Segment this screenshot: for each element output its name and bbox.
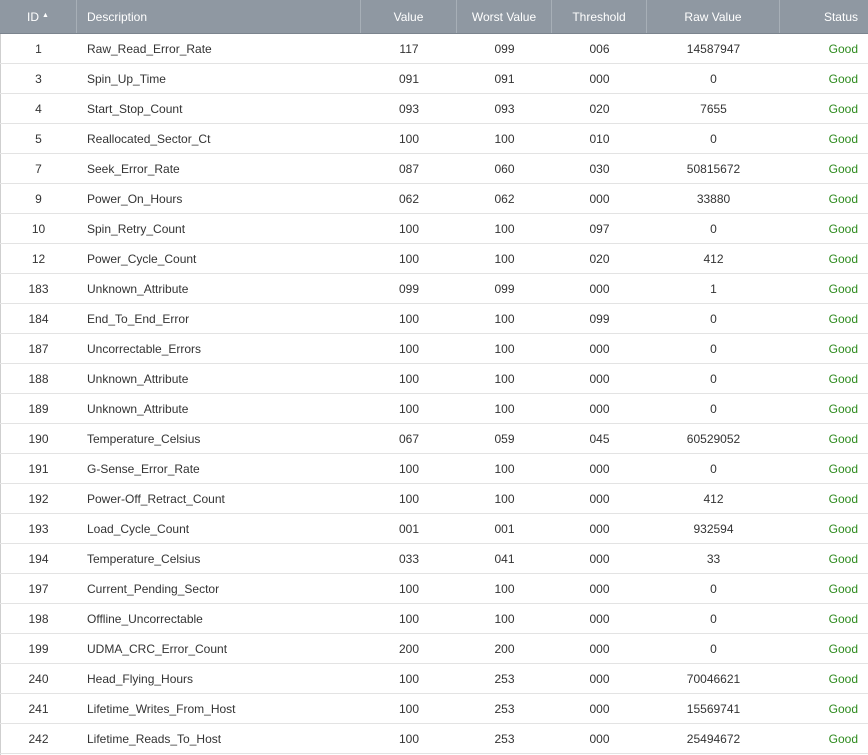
cell-id: 1 bbox=[35, 41, 42, 56]
cell-worst-value: 100 bbox=[494, 221, 515, 236]
cell-threshold: 030 bbox=[589, 161, 610, 176]
cell-description: Unknown_Attribute bbox=[87, 401, 189, 416]
cell-raw-value: 412 bbox=[703, 251, 724, 266]
cell-status: Good bbox=[828, 71, 858, 86]
table-row[interactable] bbox=[0, 304, 868, 334]
cell-id: 184 bbox=[28, 311, 49, 326]
cell-raw-value: 7655 bbox=[700, 101, 727, 116]
cell-description: Load_Cycle_Count bbox=[87, 521, 190, 536]
table-row[interactable] bbox=[0, 334, 868, 364]
cell-description: Temperature_Celsius bbox=[87, 431, 201, 446]
cell-worst-value: 093 bbox=[494, 101, 515, 116]
cell-worst-value: 253 bbox=[494, 731, 515, 746]
cell-id: 194 bbox=[28, 551, 49, 566]
cell-raw-value: 0 bbox=[710, 131, 717, 146]
cell-threshold: 000 bbox=[589, 581, 610, 596]
cell-threshold: 000 bbox=[589, 401, 610, 416]
cell-threshold: 000 bbox=[589, 461, 610, 476]
cell-worst-value: 100 bbox=[494, 311, 515, 326]
cell-worst-value: 200 bbox=[494, 641, 515, 656]
cell-description: Offline_Uncorrectable bbox=[87, 611, 203, 626]
table-row[interactable] bbox=[0, 664, 868, 694]
cell-value: 100 bbox=[398, 251, 420, 266]
table-row[interactable] bbox=[0, 64, 868, 94]
cell-id: 191 bbox=[28, 461, 49, 476]
cell-id: 7 bbox=[35, 161, 42, 176]
cell-raw-value: 14587947 bbox=[686, 41, 741, 56]
cell-raw-value: 0 bbox=[710, 371, 717, 386]
cell-status: Good bbox=[828, 161, 858, 176]
cell-description: End_To_End_Error bbox=[87, 311, 190, 326]
cell-value: 100 bbox=[398, 371, 420, 386]
cell-status: Good bbox=[828, 491, 858, 506]
cell-raw-value: 0 bbox=[710, 341, 717, 356]
cell-worst-value: 062 bbox=[494, 191, 515, 206]
cell-value: 117 bbox=[399, 41, 419, 56]
table-header bbox=[0, 0, 868, 34]
cell-value: 100 bbox=[398, 611, 420, 626]
cell-threshold: 000 bbox=[589, 641, 610, 656]
cell-description: Head_Flying_Hours bbox=[87, 671, 194, 686]
cell-raw-value: 50815672 bbox=[686, 161, 741, 176]
cell-id: 197 bbox=[28, 581, 49, 596]
cell-status: Good bbox=[828, 461, 858, 476]
cell-value: 100 bbox=[398, 671, 420, 686]
cell-status: Good bbox=[828, 641, 858, 656]
cell-threshold: 020 bbox=[589, 101, 610, 116]
cell-threshold: 010 bbox=[589, 131, 610, 146]
cell-threshold: 000 bbox=[589, 491, 610, 506]
cell-id: 187 bbox=[28, 341, 49, 356]
cell-description: Current_Pending_Sector bbox=[87, 581, 220, 596]
cell-value: 100 bbox=[398, 491, 420, 506]
cell-id: 198 bbox=[28, 611, 49, 626]
cell-threshold: 097 bbox=[589, 221, 610, 236]
cell-description: Spin_Up_Time bbox=[87, 71, 166, 86]
cell-id: 183 bbox=[28, 281, 49, 296]
cell-status: Good bbox=[828, 191, 858, 206]
column-header-threshold-label: Threshold bbox=[572, 9, 626, 24]
cell-status: Good bbox=[828, 701, 858, 716]
cell-worst-value: 059 bbox=[494, 431, 515, 446]
cell-threshold: 000 bbox=[589, 701, 610, 716]
cell-worst-value: 253 bbox=[494, 671, 515, 686]
cell-value: 100 bbox=[398, 461, 420, 476]
column-header-id-label: ID bbox=[27, 9, 40, 24]
cell-status: Good bbox=[828, 521, 858, 536]
cell-status: Good bbox=[828, 671, 858, 686]
cell-worst-value: 099 bbox=[494, 41, 515, 56]
cell-id: 10 bbox=[31, 221, 46, 236]
cell-id: 189 bbox=[28, 401, 49, 416]
cell-threshold: 000 bbox=[589, 671, 610, 686]
cell-value: 062 bbox=[398, 191, 420, 206]
cell-id: 240 bbox=[28, 671, 49, 686]
cell-status: Good bbox=[828, 371, 858, 386]
column-header-threshold[interactable] bbox=[552, 0, 647, 33]
cell-value: 100 bbox=[398, 341, 420, 356]
cell-value: 100 bbox=[398, 131, 420, 146]
cell-worst-value: 099 bbox=[494, 281, 515, 296]
cell-id: 242 bbox=[28, 731, 49, 746]
cell-status: Good bbox=[828, 221, 858, 236]
cell-value: 100 bbox=[398, 701, 420, 716]
cell-worst-value: 041 bbox=[494, 551, 515, 566]
cell-id: 192 bbox=[28, 491, 49, 506]
cell-threshold: 000 bbox=[589, 551, 610, 566]
cell-raw-value: 0 bbox=[710, 641, 717, 656]
cell-id: 188 bbox=[28, 371, 49, 386]
cell-threshold: 000 bbox=[589, 71, 610, 86]
cell-value: 033 bbox=[398, 551, 420, 566]
cell-worst-value: 100 bbox=[494, 401, 515, 416]
cell-value: 100 bbox=[398, 581, 420, 596]
cell-description: Temperature_Celsius bbox=[87, 551, 201, 566]
cell-id: 190 bbox=[28, 431, 49, 446]
cell-description: Spin_Retry_Count bbox=[87, 221, 186, 236]
table-row[interactable] bbox=[0, 34, 868, 64]
cell-status: Good bbox=[828, 131, 858, 146]
table-row[interactable] bbox=[0, 454, 868, 484]
cell-worst-value: 091 bbox=[494, 71, 515, 86]
cell-id: 12 bbox=[31, 251, 46, 266]
cell-raw-value: 0 bbox=[710, 611, 717, 626]
table-row[interactable] bbox=[0, 574, 868, 604]
table-row[interactable] bbox=[0, 634, 868, 664]
cell-threshold: 099 bbox=[589, 311, 610, 326]
table-row[interactable] bbox=[0, 364, 868, 394]
table-row[interactable] bbox=[0, 244, 868, 274]
cell-threshold: 006 bbox=[589, 41, 610, 56]
cell-worst-value: 253 bbox=[494, 701, 515, 716]
cell-value: 100 bbox=[398, 221, 420, 236]
cell-threshold: 000 bbox=[589, 521, 610, 536]
cell-threshold: 045 bbox=[589, 431, 610, 446]
column-header-status-label: Status bbox=[823, 9, 858, 24]
cell-status: Good bbox=[828, 101, 858, 116]
cell-status: Good bbox=[828, 611, 858, 626]
cell-description: Lifetime_Reads_To_Host bbox=[87, 731, 222, 746]
table-row[interactable] bbox=[0, 484, 868, 514]
cell-value: 091 bbox=[398, 71, 420, 86]
column-header-value[interactable] bbox=[361, 0, 457, 33]
cell-threshold: 000 bbox=[589, 731, 610, 746]
cell-description: Reallocated_Sector_Ct bbox=[87, 131, 211, 146]
column-header-worst-value-label: Worst Value bbox=[471, 9, 537, 24]
cell-threshold: 000 bbox=[589, 341, 610, 356]
sort-ascending-icon: ▲ bbox=[42, 12, 49, 19]
cell-description: Power_Cycle_Count bbox=[87, 251, 197, 266]
cell-id: 3 bbox=[35, 71, 42, 86]
cell-threshold: 000 bbox=[589, 611, 610, 626]
cell-value: 100 bbox=[398, 311, 420, 326]
cell-value: 099 bbox=[398, 281, 420, 296]
column-header-status[interactable] bbox=[780, 0, 868, 33]
cell-raw-value: 932594 bbox=[693, 521, 734, 536]
cell-description: G-Sense_Error_Rate bbox=[87, 461, 200, 476]
cell-threshold: 020 bbox=[589, 251, 610, 266]
cell-description: Unknown_Attribute bbox=[87, 281, 189, 296]
cell-id: 9 bbox=[35, 191, 42, 206]
cell-id: 4 bbox=[35, 101, 42, 116]
cell-status: Good bbox=[828, 341, 858, 356]
cell-worst-value: 100 bbox=[494, 131, 515, 146]
cell-description: Lifetime_Writes_From_Host bbox=[87, 701, 236, 716]
cell-value: 001 bbox=[398, 521, 420, 536]
cell-threshold: 000 bbox=[589, 191, 610, 206]
cell-worst-value: 100 bbox=[494, 611, 515, 626]
column-header-raw-value[interactable] bbox=[647, 0, 780, 33]
cell-raw-value: 25494672 bbox=[686, 731, 741, 746]
cell-worst-value: 100 bbox=[494, 491, 515, 506]
table-row[interactable] bbox=[0, 94, 868, 124]
cell-value: 087 bbox=[398, 161, 420, 176]
cell-value: 200 bbox=[398, 641, 420, 656]
cell-id: 5 bbox=[35, 131, 42, 146]
table-row[interactable] bbox=[0, 274, 868, 304]
cell-id: 241 bbox=[28, 701, 49, 716]
cell-status: Good bbox=[828, 311, 858, 326]
cell-description: Power_On_Hours bbox=[87, 191, 183, 206]
cell-worst-value: 060 bbox=[494, 161, 515, 176]
cell-worst-value: 100 bbox=[494, 371, 515, 386]
table-row[interactable] bbox=[0, 544, 868, 574]
cell-raw-value: 412 bbox=[703, 491, 724, 506]
table-row[interactable] bbox=[0, 694, 868, 724]
cell-raw-value: 33880 bbox=[696, 191, 731, 206]
cell-id: 193 bbox=[28, 521, 49, 536]
cell-description: Unknown_Attribute bbox=[87, 371, 189, 386]
cell-description: Uncorrectable_Errors bbox=[87, 341, 202, 356]
cell-raw-value: 0 bbox=[710, 71, 717, 86]
cell-value: 100 bbox=[398, 401, 420, 416]
table-row[interactable] bbox=[0, 604, 868, 634]
cell-status: Good bbox=[828, 581, 858, 596]
cell-raw-value: 0 bbox=[710, 401, 717, 416]
table-row[interactable] bbox=[0, 154, 868, 184]
cell-status: Good bbox=[828, 551, 858, 566]
cell-description: Start_Stop_Count bbox=[87, 101, 183, 116]
cell-status: Good bbox=[828, 251, 858, 266]
table-row[interactable] bbox=[0, 424, 868, 454]
table-body bbox=[0, 34, 868, 754]
column-header-description-label: Description bbox=[87, 9, 148, 24]
cell-description: UDMA_CRC_Error_Count bbox=[87, 641, 228, 656]
cell-raw-value: 0 bbox=[710, 581, 717, 596]
cell-status: Good bbox=[828, 41, 858, 56]
column-header-raw-value-label: Raw Value bbox=[684, 9, 742, 24]
column-header-value-label: Value bbox=[393, 9, 424, 24]
cell-threshold: 000 bbox=[589, 371, 610, 386]
cell-raw-value: 60529052 bbox=[686, 431, 741, 446]
cell-raw-value: 1 bbox=[710, 281, 717, 296]
table-row[interactable] bbox=[0, 514, 868, 544]
cell-raw-value: 0 bbox=[710, 461, 717, 476]
cell-raw-value: 70046621 bbox=[686, 671, 741, 686]
cell-id: 199 bbox=[28, 641, 49, 656]
column-header-description[interactable] bbox=[77, 0, 361, 33]
cell-worst-value: 100 bbox=[494, 461, 515, 476]
column-header-worst-value[interactable] bbox=[457, 0, 552, 33]
cell-raw-value: 33 bbox=[706, 551, 721, 566]
cell-raw-value: 0 bbox=[710, 221, 717, 236]
cell-description: Seek_Error_Rate bbox=[87, 161, 180, 176]
cell-status: Good bbox=[828, 401, 858, 416]
cell-description: Power-Off_Retract_Count bbox=[87, 491, 225, 506]
cell-value: 067 bbox=[398, 431, 420, 446]
column-header-id[interactable] bbox=[0, 0, 77, 33]
table-row[interactable] bbox=[0, 214, 868, 244]
cell-worst-value: 100 bbox=[494, 581, 515, 596]
cell-worst-value: 100 bbox=[494, 251, 515, 266]
cell-raw-value: 15569741 bbox=[686, 701, 741, 716]
cell-description: Raw_Read_Error_Rate bbox=[87, 41, 212, 56]
cell-status: Good bbox=[828, 731, 858, 746]
table-row[interactable] bbox=[0, 124, 868, 154]
cell-threshold: 000 bbox=[589, 281, 610, 296]
cell-value: 100 bbox=[398, 731, 420, 746]
table-row[interactable] bbox=[0, 184, 868, 214]
cell-raw-value: 0 bbox=[710, 311, 717, 326]
cell-worst-value: 100 bbox=[494, 341, 515, 356]
cell-worst-value: 001 bbox=[494, 521, 515, 536]
table-row[interactable] bbox=[0, 724, 868, 754]
table-row[interactable] bbox=[0, 394, 868, 424]
cell-status: Good bbox=[828, 281, 858, 296]
cell-status: Good bbox=[828, 431, 858, 446]
cell-value: 093 bbox=[398, 101, 420, 116]
